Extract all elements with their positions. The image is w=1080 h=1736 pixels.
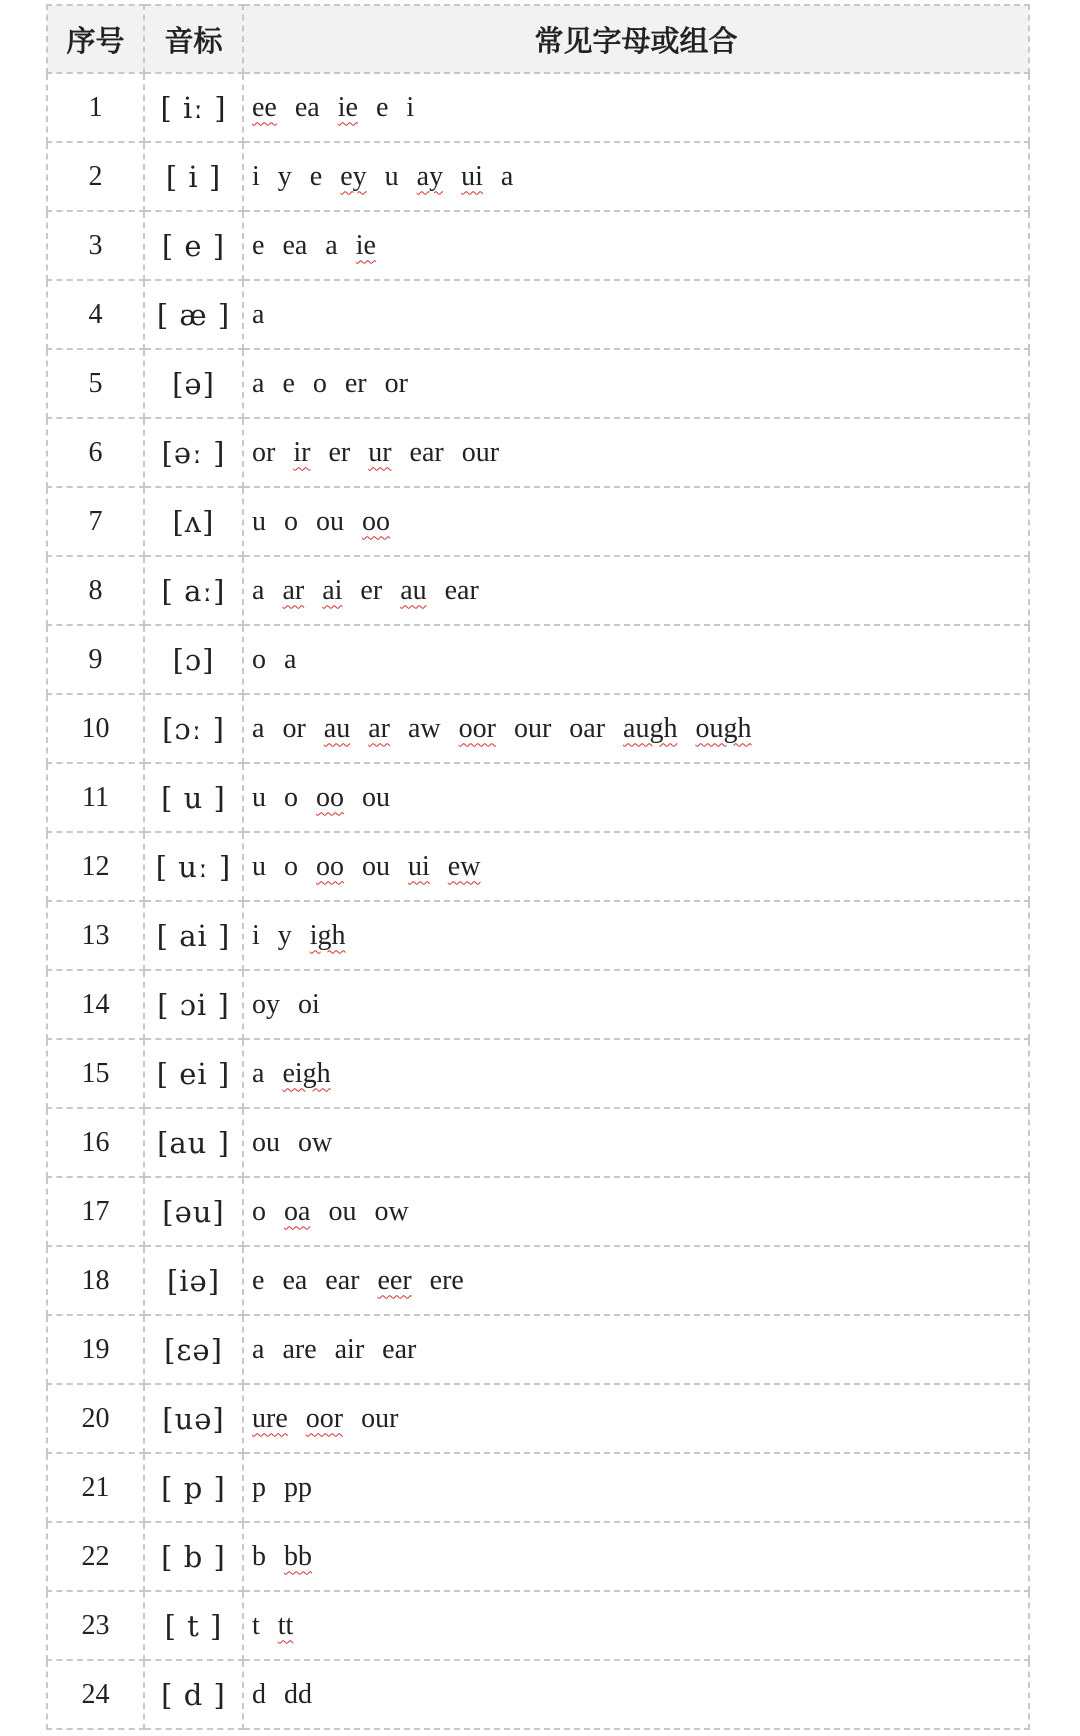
letter-combination: a xyxy=(252,712,265,744)
letter-combination-spellcheck: ar xyxy=(368,712,390,744)
table-row xyxy=(47,1315,1029,1384)
letter-combination-spellcheck: oa xyxy=(284,1195,311,1227)
table-row xyxy=(47,1246,1029,1315)
row-index: 7 xyxy=(47,487,144,556)
row-phonetic-symbol: [ b ] xyxy=(144,1522,243,1591)
letter-combination-spellcheck: oo xyxy=(316,781,344,813)
table-row xyxy=(47,211,1029,280)
row-letter-combinations xyxy=(243,1591,1029,1660)
letter-combination: are xyxy=(282,1333,317,1365)
letter-combination: ou xyxy=(252,1126,280,1158)
letter-combination: ou xyxy=(316,505,344,537)
letter-combination-spellcheck: ee xyxy=(252,91,277,123)
row-index: 21 xyxy=(47,1453,144,1522)
row-phonetic-symbol: [ i ] xyxy=(144,142,243,211)
letter-combination: o xyxy=(284,781,298,813)
table-row xyxy=(47,142,1029,211)
table-row xyxy=(47,625,1029,694)
row-letter-combinations xyxy=(243,418,1029,487)
row-index: 10 xyxy=(47,694,144,763)
table-row xyxy=(47,1453,1029,1522)
letter-combination: ear xyxy=(325,1264,360,1296)
table-row xyxy=(47,694,1029,763)
table-row xyxy=(47,1660,1029,1729)
letter-combination: ow xyxy=(374,1195,409,1227)
row-index: 4 xyxy=(47,280,144,349)
table-header xyxy=(47,5,1029,73)
row-letter-combinations xyxy=(243,1453,1029,1522)
phonetics-table-container xyxy=(46,4,1028,1730)
letter-combination-spellcheck: ur xyxy=(368,436,392,468)
letter-combination: a xyxy=(500,160,514,192)
row-index: 24 xyxy=(47,1660,144,1729)
row-index: 13 xyxy=(47,901,144,970)
row-phonetic-symbol: [ æ ] xyxy=(144,280,243,349)
table-row xyxy=(47,1522,1029,1591)
row-phonetic-symbol: [ iː ] xyxy=(144,73,243,142)
letter-combination-spellcheck: ui xyxy=(461,160,483,192)
row-index: 19 xyxy=(47,1315,144,1384)
letter-combination-spellcheck: ough xyxy=(695,712,752,744)
letter-combination: a xyxy=(325,229,338,261)
letter-combination: aw xyxy=(407,712,441,744)
row-phonetic-symbol: [ɔ] xyxy=(144,625,243,694)
row-index: 5 xyxy=(47,349,144,418)
letter-combination: i xyxy=(252,919,260,951)
letter-combination: our xyxy=(361,1402,399,1434)
letter-combination: a xyxy=(252,1057,265,1089)
header-letters: 常见字母或组合 xyxy=(243,5,1029,73)
letter-combination: ear xyxy=(409,436,444,468)
letter-combination: e xyxy=(375,91,389,123)
row-phonetic-symbol: [ ei ] xyxy=(144,1039,243,1108)
letter-combination: i xyxy=(406,91,415,123)
letter-combination-spellcheck: au xyxy=(323,712,351,744)
letter-combination: y xyxy=(277,160,292,192)
letter-combination-spellcheck: tt xyxy=(277,1609,294,1641)
letter-combination: u xyxy=(384,160,399,192)
row-index: 3 xyxy=(47,211,144,280)
row-phonetic-symbol: [ɛə] xyxy=(144,1315,243,1384)
letter-combination: e xyxy=(282,367,295,399)
letter-combination: our xyxy=(461,436,500,468)
row-phonetic-symbol: [ e ] xyxy=(144,211,243,280)
row-phonetic-symbol: [ p ] xyxy=(144,1453,243,1522)
letter-combination: a xyxy=(252,367,265,399)
row-phonetic-symbol: [ t ] xyxy=(144,1591,243,1660)
table-row xyxy=(47,832,1029,901)
row-letter-combinations xyxy=(243,556,1029,625)
letter-combination-spellcheck: ui xyxy=(408,850,430,882)
table-row xyxy=(47,970,1029,1039)
row-phonetic-symbol: [əː ] xyxy=(144,418,243,487)
letter-combination: u xyxy=(252,850,266,882)
row-index: 14 xyxy=(47,970,144,1039)
letter-combination: i xyxy=(252,160,260,192)
row-letter-combinations xyxy=(243,1039,1029,1108)
table-row xyxy=(47,280,1029,349)
letter-combination-spellcheck: au xyxy=(400,574,427,606)
table-row xyxy=(47,1384,1029,1453)
row-phonetic-symbol: [ɔː ] xyxy=(144,694,243,763)
letter-combination: a xyxy=(252,298,265,330)
letter-combination: oar xyxy=(569,712,606,744)
header-index: 序号 xyxy=(47,5,144,73)
letter-combination: ere xyxy=(429,1264,464,1296)
row-phonetic-symbol: [ə] xyxy=(144,349,243,418)
letter-combination: d xyxy=(252,1678,266,1710)
letter-combination: t xyxy=(252,1609,260,1641)
table-row xyxy=(47,1039,1029,1108)
header-ipa: 音标 xyxy=(144,5,243,73)
row-letter-combinations xyxy=(243,487,1029,556)
letter-combination: u xyxy=(252,781,266,813)
letter-combination: ea xyxy=(294,91,320,123)
table-row xyxy=(47,73,1029,142)
row-letter-combinations xyxy=(243,1384,1029,1453)
table-row xyxy=(47,1108,1029,1177)
row-index: 1 xyxy=(47,73,144,142)
table-row xyxy=(47,418,1029,487)
letter-combination: e xyxy=(309,160,323,192)
row-letter-combinations xyxy=(243,142,1029,211)
letter-combination: pp xyxy=(284,1471,312,1503)
letter-combination: ea xyxy=(282,229,308,261)
table-body xyxy=(47,73,1029,1729)
row-letter-combinations xyxy=(243,211,1029,280)
row-index: 6 xyxy=(47,418,144,487)
row-index: 2 xyxy=(47,142,144,211)
table-row xyxy=(47,349,1029,418)
letter-combination: e xyxy=(252,1264,265,1296)
row-phonetic-symbol: [ u ] xyxy=(144,763,243,832)
letter-combination-spellcheck: oor xyxy=(305,1402,344,1434)
letter-combination: o xyxy=(312,367,327,399)
row-letter-combinations xyxy=(243,901,1029,970)
row-index: 16 xyxy=(47,1108,144,1177)
row-letter-combinations xyxy=(243,280,1029,349)
row-letter-combinations xyxy=(243,1522,1029,1591)
letter-combination: er xyxy=(328,436,351,468)
letter-combination-spellcheck: ew xyxy=(447,850,481,882)
letter-combination-spellcheck: ure xyxy=(252,1402,288,1434)
letter-combination-spellcheck: oo xyxy=(316,850,344,882)
table-row xyxy=(47,487,1029,556)
row-letter-combinations xyxy=(243,625,1029,694)
table-row xyxy=(47,1177,1029,1246)
row-phonetic-symbol: [ aː] xyxy=(144,556,243,625)
row-phonetic-symbol: [ d ] xyxy=(144,1660,243,1729)
letter-combination: e xyxy=(252,229,265,261)
letter-combination: y xyxy=(277,919,292,951)
row-index: 8 xyxy=(47,556,144,625)
letter-combination: or xyxy=(252,436,276,468)
row-letter-combinations xyxy=(243,694,1029,763)
letter-combination-spellcheck: eer xyxy=(377,1264,412,1296)
row-phonetic-symbol: [ uː ] xyxy=(144,832,243,901)
letter-combination-spellcheck: ie xyxy=(337,91,358,123)
row-phonetic-symbol: [uə] xyxy=(144,1384,243,1453)
row-index: 12 xyxy=(47,832,144,901)
letter-combination: a xyxy=(284,643,297,675)
row-index: 9 xyxy=(47,625,144,694)
row-index: 15 xyxy=(47,1039,144,1108)
letter-combination-spellcheck: ey xyxy=(340,160,367,192)
row-letter-combinations xyxy=(243,1108,1029,1177)
letter-combination: er xyxy=(360,574,383,606)
row-letter-combinations xyxy=(243,73,1029,142)
letter-combination: air xyxy=(334,1333,365,1365)
letter-combination: ear xyxy=(382,1333,417,1365)
letter-combination: oi xyxy=(298,988,320,1020)
letter-combination: ou xyxy=(362,850,390,882)
letter-combination: a xyxy=(252,1333,265,1365)
row-phonetic-symbol: [əu] xyxy=(144,1177,243,1246)
row-letter-combinations xyxy=(243,832,1029,901)
letter-combination: o xyxy=(252,1195,266,1227)
row-index: 11 xyxy=(47,763,144,832)
row-phonetic-symbol: [ ai ] xyxy=(144,901,243,970)
row-phonetic-symbol: [ ɔi ] xyxy=(144,970,243,1039)
letter-combination-spellcheck: oor xyxy=(458,712,496,744)
letter-combination: ou xyxy=(328,1195,357,1227)
letter-combination: o xyxy=(284,505,298,537)
letter-combination-spellcheck: ie xyxy=(355,229,376,261)
letter-combination: ou xyxy=(362,781,390,813)
row-letter-combinations xyxy=(243,349,1029,418)
letter-combination: ear xyxy=(444,574,479,606)
row-index: 22 xyxy=(47,1522,144,1591)
letter-combination-spellcheck: eigh xyxy=(282,1057,331,1089)
letter-combination-spellcheck: bb xyxy=(284,1540,312,1572)
letter-combination: or xyxy=(282,712,306,744)
table-row xyxy=(47,763,1029,832)
row-index: 23 xyxy=(47,1591,144,1660)
letter-combination: a xyxy=(252,574,265,606)
row-index: 17 xyxy=(47,1177,144,1246)
letter-combination: er xyxy=(344,367,367,399)
row-letter-combinations xyxy=(243,763,1029,832)
row-phonetic-symbol: [au ] xyxy=(144,1108,243,1177)
row-letter-combinations xyxy=(243,970,1029,1039)
row-letter-combinations xyxy=(243,1177,1029,1246)
letter-combination: oy xyxy=(252,988,280,1020)
letter-combination-spellcheck: ai xyxy=(322,574,343,606)
row-letter-combinations xyxy=(243,1315,1029,1384)
letter-combination: u xyxy=(252,505,266,537)
letter-combination: b xyxy=(252,1540,266,1572)
table-row xyxy=(47,556,1029,625)
row-phonetic-symbol: [ʌ] xyxy=(144,487,243,556)
row-index: 20 xyxy=(47,1384,144,1453)
letter-combination: ow xyxy=(298,1126,333,1158)
table-row xyxy=(47,901,1029,970)
letter-combination: ea xyxy=(282,1264,308,1296)
letter-combination: p xyxy=(252,1471,266,1503)
row-letter-combinations xyxy=(243,1246,1029,1315)
letter-combination-spellcheck: ar xyxy=(282,574,305,606)
phonetics-table xyxy=(46,4,1030,1730)
letter-combination-spellcheck: ay xyxy=(416,160,444,192)
letter-combination-spellcheck: augh xyxy=(623,712,678,744)
row-index: 18 xyxy=(47,1246,144,1315)
letter-combination-spellcheck: oo xyxy=(362,505,390,537)
header-row xyxy=(47,5,1029,73)
letter-combination-spellcheck: igh xyxy=(309,919,346,951)
table-row xyxy=(47,1591,1029,1660)
letter-combination: o xyxy=(284,850,298,882)
row-phonetic-symbol: [iə] xyxy=(144,1246,243,1315)
row-letter-combinations xyxy=(243,1660,1029,1729)
letter-combination: or xyxy=(384,367,408,399)
letter-combination: dd xyxy=(284,1678,312,1710)
letter-combination: o xyxy=(252,643,266,675)
letter-combination-spellcheck: ir xyxy=(293,436,311,468)
letter-combination: our xyxy=(513,712,552,744)
